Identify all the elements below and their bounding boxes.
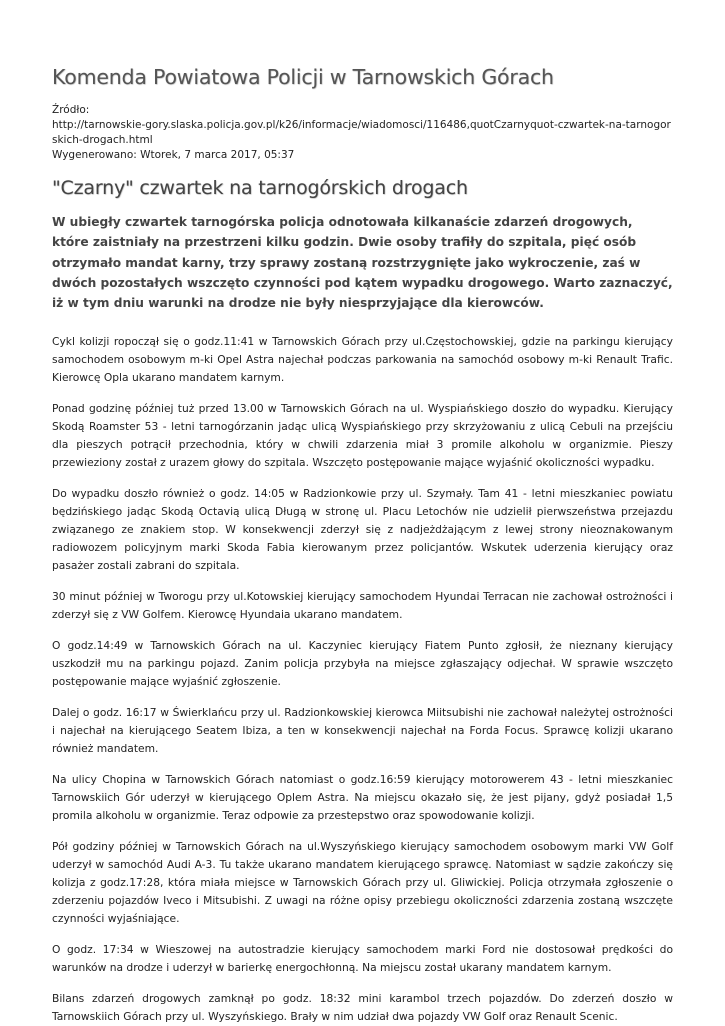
article-paragraph: Ponad godzinę później tuż przed 13.00 w Tarnowskich Górach na ul. Wyspiańskiego doszło do wypadku. Kierujący Skodą Roamster 53 - letni tarnogórzanin jadąc ulicą Wyspiańskiego przy skrzyżowaniu z ulicą Cebuli na przejściu dla pieszych potrącił przechodnia, który w chwili zdarzenia miał 3 promile alkoholu w organizmie. Pieszy przewieziony został z urazem głowy do szpitala. Wszczęto postępowanie mające wyjaśnić okoliczności wypadku. [52, 402, 673, 470]
article-paragraph: Dalej o godz. 16:17 w Świerklańcu przy ul. Radzionkowskiej kierowca Miitsubishi nie zachował należytej ostrożności i najechał na kierującego Seatem Ibiza, a ten w konsekwencji najechał na Forda Focus. Sprawcę kolizji ukarano również mandatem. [52, 706, 673, 756]
source-url[interactable]: http://tarnowskie-gory.slaska.policja.gov.pl/k26/informacje/wiadomosci/116486,quotCzarnyquot-czwartek-na-tarnogorskich-drogach.html [52, 119, 671, 146]
generated-date: Wygenerowano: Wtorek, 7 marca 2017, 05:37 [52, 149, 295, 161]
article-paragraph: Pół godziny później w Tarnowskich Górach na ul.Wyszyńskiego kierujący samochodem osobowym marki VW Golf uderzył w samochód Audi A-3. Tu także ukarano mandatem kierującego sprawcę. Natomiast w sądzie zakończy się kolizja z godz.17:28, która miała miejsce w Tarnowskich Górach przy ul. Gliwickiej. Policja otrzymała zgłoszenie o zderzeniu pojazdów Iveco i Mitsubishi. Z uwagi na różne opisy przebiegu okoliczności zdarzenia zostaną wszczęte czynności wyjaśniające. [52, 840, 673, 926]
article-paragraph: Do wypadku doszło również o godz. 14:05 w Radzionkowie przy ul. Szymały. Tam 41 - letni mieszkaniec powiatu będzińskiego jadąc Skodą Octavią ulicą Długą w stronę ul. Placu Letochów nie udzielił pierwszeństwa przejazdu związanego ze znakiem stop. W konsekwencji zderzył się z nadjeżdżającym z lewej strony nieoznakowanym radiowozem policyjnym marki Skoda Fabia kierowanym przez policjantów. Wskutek uderzenia kierujący oraz pasażer zostali zabrani do szpitala. [52, 487, 673, 573]
article-paragraph: O godz. 17:34 w Wieszowej na autostradzie kierujący samochodem marki Ford nie dostosował prędkości do warunków na drodze i uderzył w barierkę energochłonną. Na miejscu został ukarany mandatem karnym. [52, 943, 673, 975]
article-paragraph: 30 minut później w Tworogu przy ul.Kotowskiej kierujący samochodem Hyundai Terracan nie zachował ostrożności i zderzył się z VW Golfem. Kierowcę Hyundaia ukarano mandatem. [52, 590, 673, 622]
article-paragraph: Na ulicy Chopina w Tarnowskich Górach natomiast o godz.16:59 kierujący motorowerem 43 - letni mieszkaniec Tarnowskiich Gór uderzył w kierującego Oplem Astra. Na miejscu okazało się, że jest pijany, gdyż posiadał 1,5 promila alkoholu w organizmie. Teraz odpowie za przestepstwo oraz spowodowanie kolizji. [52, 773, 673, 823]
article-lead: W ubiegły czwartek tarnogórska policja odnotowała kilkanaście zdarzeń drogowych, które zaistniały na przestrzeni kilku godzin. Dwie osoby trafiły do szpitala, pięć osób otrzymało mandat karny, trzy sprawy zostaną rozstrzygnięte jako wykroczenie, zaś w dwóch pozostałych wszczęto czynności pod kątem wypadku drogowego. Warto zaznaczyć, iż w tym dniu warunki na drodze nie były niesprzyjające dla kierowców. [52, 215, 673, 311]
article-paragraph: Bilans zdarzeń drogowych zamknął po godz. 18:32 mini karambol trzech pojazdów. Do zderzeń doszło w Tarnowskiich Górach przy ul. Wyszyńskiego. Brały w nim udział dwa pojazdy VW Golf oraz Renault Scenic. [52, 992, 673, 1024]
source-meta [52, 103, 673, 163]
article-paragraph: Cykl kolizji ropoczął się o godz.11:41 w Tarnowskich Górach przy ul.Częstochowskiej, gdzie na parkingu kierujący samochodem osobowym m-ki Opel Astra najechał podczas parkowania na samochód osobowy m-ki Renault Trafic. Kierowcę Opla ukarano mandatem karnym. [52, 335, 673, 385]
site-title: Komenda Powiatowa Policji w Tarnowskich Górach [52, 65, 554, 89]
article-paragraph: O godz.14:49 w Tarnowskich Górach na ul. Kaczyniec kierujący Fiatem Punto zgłosił, że nieznany kierujący uszkodził mu na parkingu pojazd. Zanim policja przybyła na miejsce zgłaszający odjechał. W sprawie wszczęto postępowanie mające wyjaśnić zgłoszenie. [52, 639, 673, 689]
article-title: "Czarny" czwartek na tarnogórskich drogach [52, 177, 468, 199]
article-body [52, 333, 673, 1026]
source-label: Źródło: [52, 104, 90, 116]
